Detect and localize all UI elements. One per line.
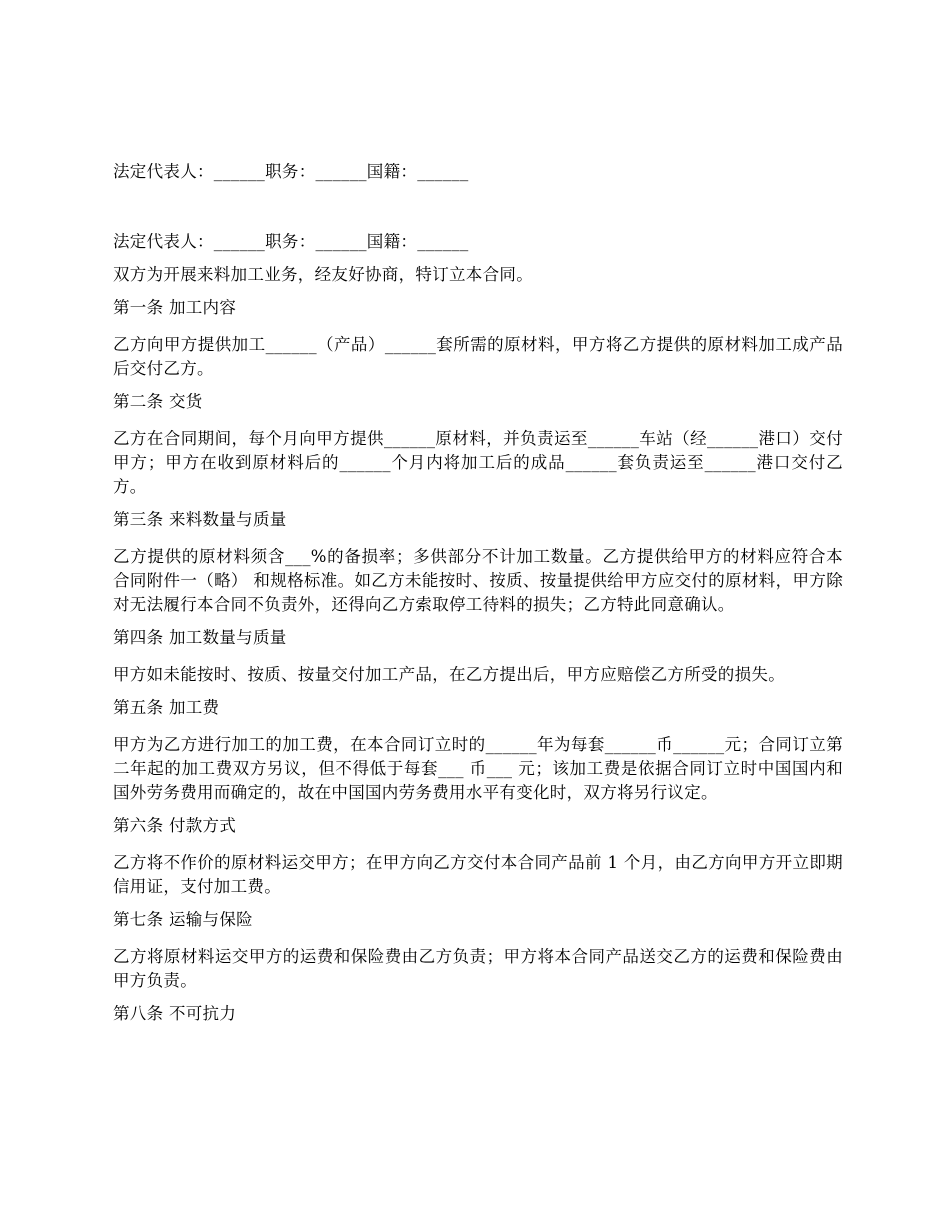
section-body: 乙方将原材料运交甲方的运费和保险费由乙方负责；甲方将本合同产品送交乙方的运费和保险费由甲方负责。	[113, 947, 843, 990]
section-heading: 第七条 运输与保险	[113, 910, 253, 929]
section-heading: 第六条 付款方式	[113, 816, 237, 835]
section-body: 甲方为乙方进行加工的加工费，在本合同订立时的______年为每套______币______元；合同订立第二年起的加工费双方另议，但不得低于每套___ 币___ 元；该加工费是依据合同订立时中国国内和国外劳务费用而确定的，故在中国国内劳务费用水平有变化时，双方将另行议定。	[113, 735, 843, 802]
section-body: 甲方如未能按时、按质、按量交付加工产品，在乙方提出后，甲方应赔偿乙方所受的损失。	[113, 665, 785, 684]
section-body: 乙方提供的原材料须含___%的备损率；多供部分不计加工数量。乙方提供给甲方的材料应符合本合同附件一（略） 和规格标准。如乙方未能按时、按质、按量提供给甲方应交付的原材料，甲方除对无法履行本合同不负责外，还得向乙方索取停工待料的损失；乙方特此同意确认。	[113, 547, 843, 614]
section-heading: 第四条 加工数量与质量	[113, 628, 287, 647]
legal-representative-line: 法定代表人：______职务：______国籍：______	[113, 232, 469, 251]
section-body: 乙方在合同期间，每个月向甲方提供______原材料，并负责运至______车站（经______港口）交付甲方；甲方在收到原材料后的______个月内将加工后的成品______套负责运至______港口交付乙方。	[113, 429, 843, 496]
section-heading: 第二条 交货	[113, 392, 203, 411]
section-body: 乙方将不作价的原材料运交甲方；在甲方向乙方交付本合同产品前 1 个月，由乙方向甲方开立即期信用证，支付加工费。	[113, 853, 843, 896]
legal-representative-line: 法定代表人：______职务：______国籍：______	[113, 162, 469, 181]
section-body: 乙方向甲方提供加工______（产品）______套所需的原材料，甲方将乙方提供的原材料加工成产品后交付乙方。	[113, 335, 843, 378]
contract-body	[113, 160, 843, 1026]
section-heading: 第八条 不可抗力	[113, 1004, 237, 1023]
section-heading: 第五条 加工费	[113, 698, 220, 717]
section-heading: 第一条 加工内容	[113, 298, 237, 317]
section-heading: 第三条 来料数量与质量	[113, 510, 287, 529]
contract-intro: 双方为开展来料加工业务，经友好协商，特订立本合同。	[113, 265, 533, 284]
